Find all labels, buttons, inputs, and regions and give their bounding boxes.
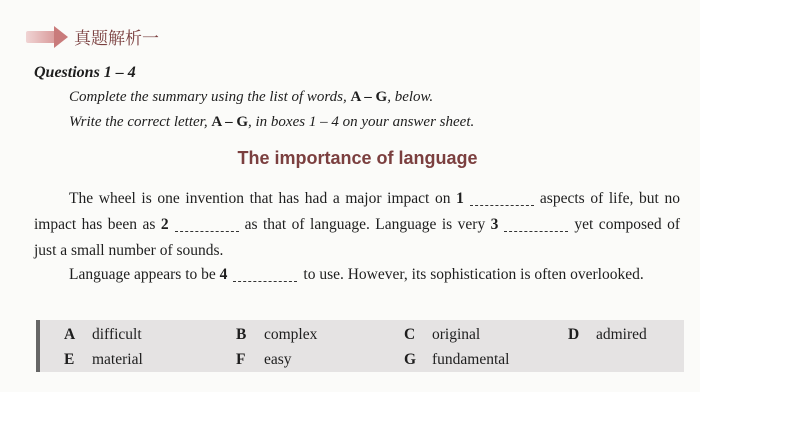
answer-blank-3 <box>504 217 568 232</box>
letter-range: A – G <box>211 114 249 130</box>
instruction-line-1: Complete the summary using the list of words, A – G, below. <box>69 89 434 105</box>
arrow-icon <box>26 26 70 48</box>
option-d: D admired <box>568 326 647 343</box>
option-b: B complex <box>236 326 318 343</box>
gap-number: 2 <box>160 216 169 233</box>
gap-number: 1 <box>456 190 464 207</box>
questions-title: Questions 1 – 4 <box>34 64 136 81</box>
gap-number: 4 <box>219 266 228 283</box>
option-f: F easy <box>236 351 292 368</box>
answer-blank-2 <box>175 217 239 232</box>
answer-blank-4 <box>233 267 297 282</box>
option-c: C original <box>404 326 481 343</box>
section-header <box>26 24 159 49</box>
option-g: G fundamental <box>404 351 510 368</box>
instruction-line-2: Write the correct letter, A – G, in boxes 1 – 4 on your answer sheet. <box>69 114 475 130</box>
summary-paragraph-2: Language appears to be 4 to use. However, its sophistication is often overlooked. <box>69 266 644 283</box>
section-header-text: 真题解析一 <box>74 29 159 49</box>
gap-number: 3 <box>490 216 499 233</box>
option-e: E material <box>64 351 143 368</box>
answer-blank-1 <box>470 191 534 206</box>
letter-range: A – G <box>350 89 388 105</box>
summary-paragraph-1: The wheel is one invention that has had a major impact on 1 aspects of life, but no impact has been as 2 as that of language. Language is very 3 yet composed of just a small number of sounds. <box>34 190 681 259</box>
option-a: A difficult <box>64 326 142 343</box>
word-options-box <box>36 320 684 372</box>
summary-title: The importance of language <box>237 148 478 168</box>
